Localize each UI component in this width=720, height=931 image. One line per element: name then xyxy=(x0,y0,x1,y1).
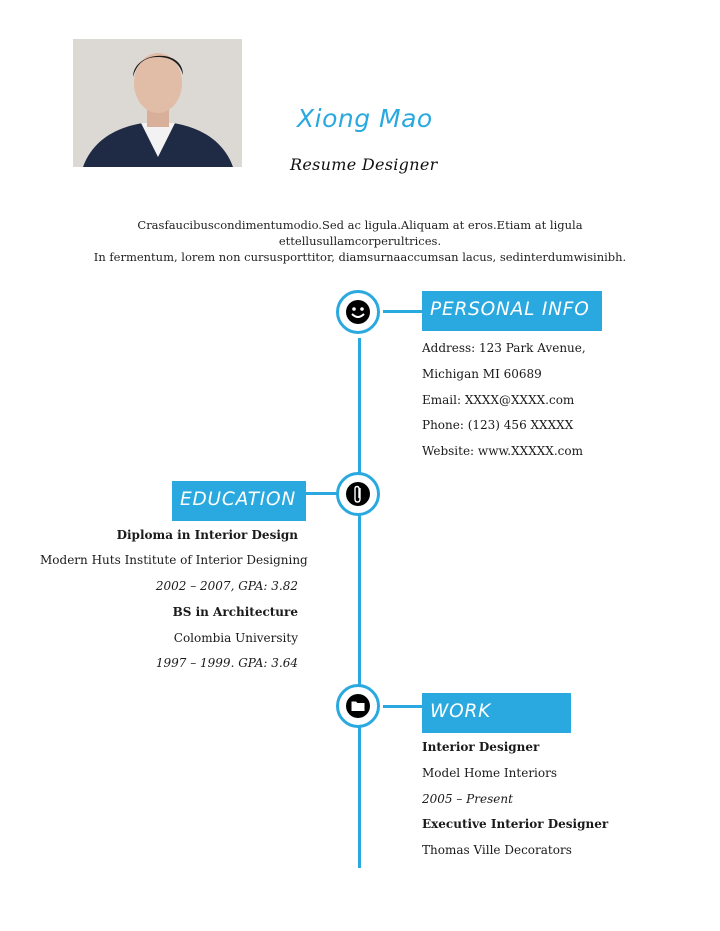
paperclip-icon xyxy=(339,475,377,513)
personal-city-line: Michigan MI 60689 xyxy=(422,367,542,381)
work-connector xyxy=(383,705,423,708)
candidate-role: Resume Designer xyxy=(290,155,438,174)
work-company-2: Thomas Ville Decorators xyxy=(422,843,572,857)
education-node xyxy=(336,472,380,516)
education-period-2: 1997 – 1999. GPA: 3.64 xyxy=(155,656,298,670)
education-period-1: 2002 – 2007, GPA: 3.82 xyxy=(155,579,298,593)
personal-phone-line: Phone: (123) 456 XXXXX xyxy=(422,418,574,432)
folder-icon xyxy=(339,687,377,725)
personal-website-line: Website: www.XXXXX.com xyxy=(422,444,583,458)
timeline-line xyxy=(358,338,361,868)
education-connector xyxy=(306,492,338,495)
education-degree-1: Diploma in Interior Design xyxy=(116,528,298,542)
intro-line: In fermentum, lorem non cursusporttitor, diamsurnaaccumsan lacus, sedinterdumwisinibh. xyxy=(93,250,627,264)
work-period-1: 2005 – Present xyxy=(422,792,513,806)
section-title-work: WORK xyxy=(422,693,571,733)
personal-connector xyxy=(383,310,423,313)
candidate-name: Xiong Mao xyxy=(297,104,433,133)
smiley-icon xyxy=(339,293,377,331)
section-title-education: EDUCATION xyxy=(172,481,306,521)
work-title-2: Executive Interior Designer xyxy=(422,817,609,831)
education-school-2: Colombia University xyxy=(173,631,298,645)
profile-photo xyxy=(73,39,242,167)
work-title-1: Interior Designer xyxy=(422,740,540,754)
intro-line: Crasfaucibuscondimentumodio.Sed ac ligula.Aliquam at eros.Etiam at ligula ettellusullamcorperultrices. xyxy=(137,218,583,248)
work-node xyxy=(336,684,380,728)
intro-paragraph xyxy=(60,217,660,265)
personal-address-line: Address: 123 Park Avenue, xyxy=(422,341,586,355)
personal-node xyxy=(336,290,380,334)
education-school-1: Modern Huts Institute of Interior Designing xyxy=(40,553,308,567)
education-degree-2: BS in Architecture xyxy=(172,605,298,619)
personal-email-line: Email: XXXX@XXXX.com xyxy=(422,393,575,407)
work-company-1: Model Home Interiors xyxy=(422,766,558,780)
section-title-personal: PERSONAL INFO xyxy=(422,291,602,331)
